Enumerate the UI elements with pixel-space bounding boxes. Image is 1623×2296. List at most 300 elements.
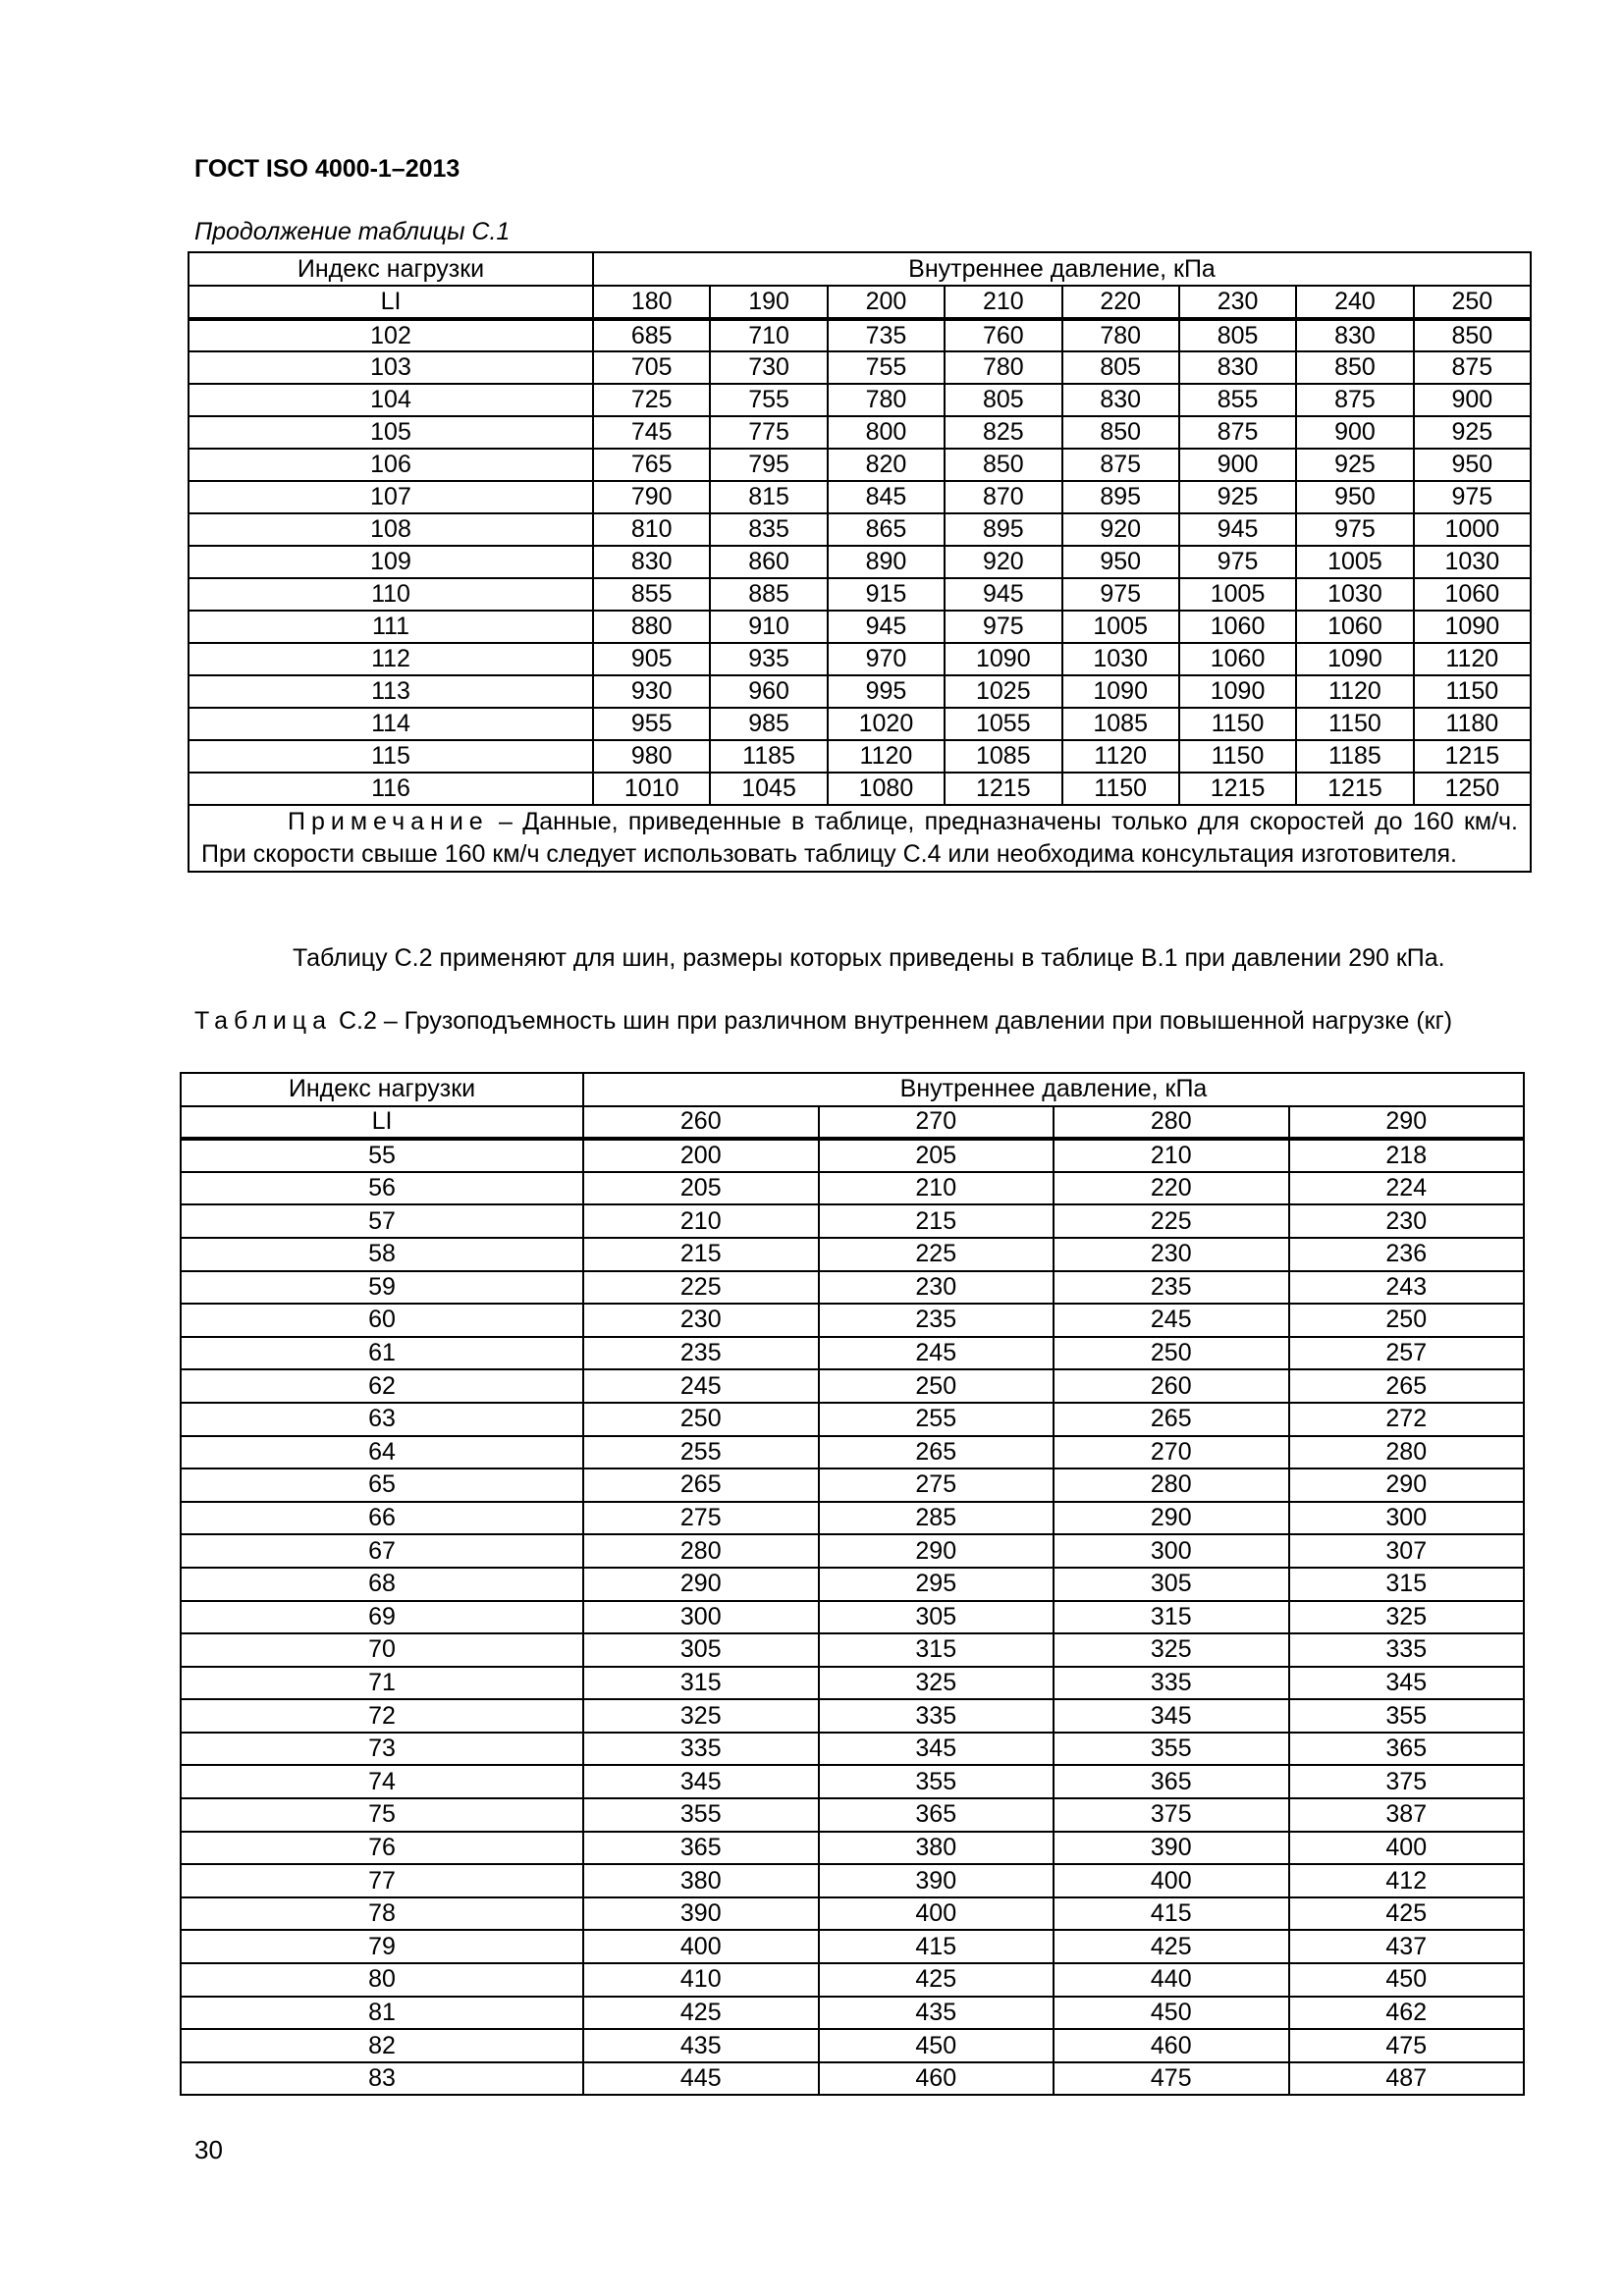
load-value-cell: 400 (1289, 1832, 1525, 1865)
load-value-cell: 1215 (945, 773, 1061, 805)
load-value-cell: 1025 (945, 675, 1061, 708)
table-row (181, 1369, 1524, 1403)
load-index-cell: 62 (181, 1369, 583, 1403)
load-value-cell: 775 (710, 416, 827, 449)
load-value-cell: 795 (710, 449, 827, 481)
document-header: ГОСТ ISO 4000-1–2013 (194, 155, 460, 183)
load-value-cell: 1090 (945, 643, 1061, 675)
load-value-cell: 1150 (1414, 675, 1531, 708)
load-value-cell: 265 (1289, 1369, 1525, 1403)
load-value-cell: 380 (583, 1864, 819, 1897)
load-value-cell: 215 (583, 1238, 819, 1271)
table-row (181, 1304, 1524, 1337)
load-value-cell: 830 (1296, 319, 1413, 351)
load-value-cell: 280 (1289, 1436, 1525, 1469)
load-value-cell: 980 (593, 740, 710, 773)
load-value-cell: 257 (1289, 1337, 1525, 1370)
table-row (181, 1667, 1524, 1700)
load-value-cell: 805 (945, 384, 1061, 416)
load-value-cell: 920 (945, 546, 1061, 578)
load-value-cell: 300 (1054, 1534, 1289, 1568)
load-value-cell: 435 (583, 2029, 819, 2062)
table2-caption: Таблица С.2 – Грузоподъемность шин при различном внутреннем давлении при повышенной нагрузке (кг) (194, 1007, 1453, 1035)
load-value-cell: 760 (945, 319, 1061, 351)
load-value-cell: 450 (1054, 1997, 1289, 2030)
load-value-cell: 225 (819, 1238, 1055, 1271)
table-row (189, 675, 1531, 708)
load-value-cell: 820 (828, 449, 945, 481)
load-value-cell: 462 (1289, 1997, 1525, 2030)
table1-caption: Продолжение таблицы С.1 (194, 218, 511, 245)
load-value-cell: 210 (583, 1204, 819, 1238)
load-value-cell: 975 (945, 611, 1061, 643)
load-value-cell: 1090 (1179, 675, 1296, 708)
load-index-cell: 55 (181, 1139, 583, 1172)
load-value-cell: 1060 (1179, 611, 1296, 643)
note-row (189, 805, 1531, 872)
load-value-cell: 260 (1054, 1369, 1289, 1403)
load-index-cell: 116 (189, 773, 593, 805)
load-value-cell: 365 (1054, 1765, 1289, 1798)
load-value-cell: 200 (583, 1139, 819, 1172)
load-value-cell: 230 (1054, 1238, 1289, 1271)
load-value-cell: 995 (828, 675, 945, 708)
load-value-cell: 1085 (1062, 708, 1179, 740)
pressure-header-cell: 200 (828, 286, 945, 319)
page-number: 30 (194, 2135, 223, 2164)
load-value-cell: 945 (828, 611, 945, 643)
load-value-cell: 250 (819, 1369, 1055, 1403)
load-index-cell: 75 (181, 1798, 583, 1832)
load-index-cell: 56 (181, 1172, 583, 1205)
load-value-cell: 355 (583, 1798, 819, 1832)
table-row (181, 1699, 1524, 1733)
pressure-header-cell: 210 (945, 286, 1061, 319)
load-value-cell: 220 (1054, 1172, 1289, 1205)
load-value-cell: 1120 (1414, 643, 1531, 675)
load-value-cell: 730 (710, 351, 827, 384)
load-value-cell: 1030 (1062, 643, 1179, 675)
load-value-cell: 224 (1289, 1172, 1525, 1205)
table-row (189, 319, 1531, 351)
load-value-cell: 920 (1062, 513, 1179, 546)
load-value-cell: 272 (1289, 1403, 1525, 1436)
table2 (180, 1072, 1525, 2096)
load-value-cell: 390 (819, 1864, 1055, 1897)
load-index-cell: 77 (181, 1864, 583, 1897)
load-value-cell: 1180 (1414, 708, 1531, 740)
load-value-cell: 705 (593, 351, 710, 384)
pressure-header-cell: 180 (593, 286, 710, 319)
load-value-cell: 830 (1062, 384, 1179, 416)
load-index-cell: 102 (189, 319, 593, 351)
load-value-cell: 250 (1289, 1304, 1525, 1337)
load-value-cell: 300 (583, 1601, 819, 1634)
table-row (189, 351, 1531, 384)
load-value-cell: 725 (593, 384, 710, 416)
load-value-cell: 935 (710, 643, 827, 675)
load-value-cell: 315 (583, 1667, 819, 1700)
load-value-cell: 245 (819, 1337, 1055, 1370)
load-value-cell: 885 (710, 578, 827, 611)
table-row (189, 546, 1531, 578)
load-value-cell: 1150 (1179, 708, 1296, 740)
table-row (181, 1403, 1524, 1436)
load-value-cell: 790 (593, 481, 710, 513)
load-value-cell: 890 (828, 546, 945, 578)
load-value-cell: 290 (583, 1568, 819, 1601)
load-index-cell: 111 (189, 611, 593, 643)
load-value-cell: 230 (1289, 1204, 1525, 1238)
load-value-cell: 850 (1296, 351, 1413, 384)
table-row (181, 1238, 1524, 1271)
load-value-cell: 265 (1054, 1403, 1289, 1436)
load-value-cell: 710 (710, 319, 827, 351)
load-value-cell: 285 (819, 1502, 1055, 1535)
load-value-cell: 335 (583, 1733, 819, 1766)
load-value-cell: 265 (583, 1468, 819, 1502)
table-row (189, 611, 1531, 643)
table-row (181, 1601, 1524, 1634)
table-row (181, 1897, 1524, 1931)
pressure-header-cell: 260 (583, 1106, 819, 1140)
load-value-cell: 765 (593, 449, 710, 481)
load-value-cell: 325 (1054, 1633, 1289, 1667)
pressure-header-cell: 240 (1296, 286, 1413, 319)
load-value-cell: 300 (1289, 1502, 1525, 1535)
load-value-cell: 1185 (710, 740, 827, 773)
load-value-cell: 1150 (1062, 773, 1179, 805)
load-value-cell: 265 (819, 1436, 1055, 1469)
load-value-cell: 280 (1054, 1468, 1289, 1502)
load-value-cell: 1215 (1179, 773, 1296, 805)
load-value-cell: 325 (1289, 1601, 1525, 1634)
load-index-cell: 115 (189, 740, 593, 773)
table-row (189, 416, 1531, 449)
load-value-cell: 1045 (710, 773, 827, 805)
load-value-cell: 1060 (1179, 643, 1296, 675)
load-value-cell: 685 (593, 319, 710, 351)
load-value-cell: 235 (1054, 1271, 1289, 1305)
load-value-cell: 410 (583, 1963, 819, 1997)
table-row (189, 643, 1531, 675)
load-value-cell: 735 (828, 319, 945, 351)
load-value-cell: 245 (1054, 1304, 1289, 1337)
table-row (189, 740, 1531, 773)
load-value-cell: 315 (1289, 1568, 1525, 1601)
load-value-cell: 445 (583, 2062, 819, 2096)
load-index-cell: 106 (189, 449, 593, 481)
table-row (181, 1832, 1524, 1865)
load-value-cell: 355 (819, 1765, 1055, 1798)
table-row (189, 513, 1531, 546)
load-value-cell: 955 (593, 708, 710, 740)
load-value-cell: 830 (593, 546, 710, 578)
table1 (188, 251, 1532, 873)
load-value-cell: 875 (1179, 416, 1296, 449)
load-value-cell: 290 (1054, 1502, 1289, 1535)
table-row (181, 2029, 1524, 2062)
load-value-cell: 855 (593, 578, 710, 611)
load-index-cell: 79 (181, 1930, 583, 1963)
load-value-cell: 365 (583, 1832, 819, 1865)
load-value-cell: 315 (819, 1633, 1055, 1667)
load-value-cell: 450 (1289, 1963, 1525, 1997)
load-value-cell: 235 (583, 1337, 819, 1370)
load-value-cell: 400 (583, 1930, 819, 1963)
table-row (189, 578, 1531, 611)
load-index-cell: 73 (181, 1733, 583, 1766)
load-value-cell: 225 (583, 1271, 819, 1305)
load-value-cell: 925 (1296, 449, 1413, 481)
load-index-cell: 78 (181, 1897, 583, 1931)
load-value-cell: 1020 (828, 708, 945, 740)
load-value-cell: 437 (1289, 1930, 1525, 1963)
load-value-cell: 1030 (1414, 546, 1531, 578)
table-row (181, 1337, 1524, 1370)
load-value-cell: 1055 (945, 708, 1061, 740)
load-value-cell: 875 (1062, 449, 1179, 481)
load-value-cell: 1215 (1296, 773, 1413, 805)
load-value-cell: 325 (819, 1667, 1055, 1700)
load-value-cell: 460 (1054, 2029, 1289, 2062)
load-index-cell: 72 (181, 1699, 583, 1733)
load-value-cell: 950 (1414, 449, 1531, 481)
load-value-cell: 365 (819, 1798, 1055, 1832)
load-index-cell: 59 (181, 1271, 583, 1305)
load-value-cell: 900 (1179, 449, 1296, 481)
pressure-header-cell: 220 (1062, 286, 1179, 319)
pressure-header-cell: 230 (1179, 286, 1296, 319)
load-value-cell: 1085 (945, 740, 1061, 773)
load-index-cell: 104 (189, 384, 593, 416)
load-value-cell: 335 (1289, 1633, 1525, 1667)
load-value-cell: 975 (1179, 546, 1296, 578)
load-index-cell: 114 (189, 708, 593, 740)
load-value-cell: 230 (583, 1304, 819, 1337)
table1-index-header: Индекс нагрузки (189, 252, 593, 286)
load-value-cell: 236 (1289, 1238, 1525, 1271)
load-value-cell: 295 (819, 1568, 1055, 1601)
load-value-cell: 815 (710, 481, 827, 513)
load-value-cell: 755 (828, 351, 945, 384)
load-index-cell: 74 (181, 1765, 583, 1798)
load-value-cell: 1000 (1414, 513, 1531, 546)
pressure-header-cell: 270 (819, 1106, 1055, 1140)
load-index-cell: 82 (181, 2029, 583, 2062)
note-label: Примечание (288, 808, 489, 835)
load-value-cell: 275 (583, 1502, 819, 1535)
table1-pressure-header: Внутреннее давление, кПа (593, 252, 1531, 286)
load-value-cell: 1185 (1296, 740, 1413, 773)
load-value-cell: 1250 (1414, 773, 1531, 805)
load-value-cell: 435 (819, 1997, 1055, 2030)
load-index-cell: 63 (181, 1403, 583, 1436)
load-value-cell: 875 (1414, 351, 1531, 384)
load-index-cell: 80 (181, 1963, 583, 1997)
load-index-cell: 83 (181, 2062, 583, 2096)
table-row (181, 1798, 1524, 1832)
load-value-cell: 415 (819, 1930, 1055, 1963)
load-value-cell: 235 (819, 1304, 1055, 1337)
load-value-cell: 850 (1062, 416, 1179, 449)
load-index-cell: 71 (181, 1667, 583, 1700)
load-value-cell: 345 (819, 1733, 1055, 1766)
load-value-cell: 805 (1062, 351, 1179, 384)
load-index-cell: 67 (181, 1534, 583, 1568)
table-row (181, 1930, 1524, 1963)
load-value-cell: 305 (819, 1601, 1055, 1634)
load-value-cell: 375 (1289, 1765, 1525, 1798)
load-value-cell: 345 (583, 1765, 819, 1798)
table-row (181, 1534, 1524, 1568)
load-index-cell: 113 (189, 675, 593, 708)
table2-index-header: Индекс нагрузки (181, 1073, 583, 1106)
table-note (189, 805, 1531, 872)
load-index-cell: 81 (181, 1997, 583, 2030)
table-row (189, 449, 1531, 481)
load-value-cell: 1005 (1296, 546, 1413, 578)
table-row (189, 773, 1531, 805)
paragraph: Таблицу С.2 применяют для шин, размеры которых приведены в таблице В.1 при давлении 290 кПа. (293, 944, 1445, 972)
load-index-cell: 109 (189, 546, 593, 578)
load-index-cell: 112 (189, 643, 593, 675)
load-value-cell: 970 (828, 643, 945, 675)
load-index-cell: 76 (181, 1832, 583, 1865)
load-value-cell: 440 (1054, 1963, 1289, 1997)
load-value-cell: 855 (1179, 384, 1296, 416)
load-index-cell: 108 (189, 513, 593, 546)
load-index-cell: 68 (181, 1568, 583, 1601)
load-value-cell: 925 (1414, 416, 1531, 449)
load-value-cell: 895 (1062, 481, 1179, 513)
load-value-cell: 250 (583, 1403, 819, 1436)
load-value-cell: 210 (1054, 1139, 1289, 1172)
load-index-cell: 61 (181, 1337, 583, 1370)
load-index-cell: 57 (181, 1204, 583, 1238)
load-value-cell: 365 (1289, 1733, 1525, 1766)
load-value-cell: 205 (583, 1172, 819, 1205)
load-value-cell: 335 (819, 1699, 1055, 1733)
load-value-cell: 870 (945, 481, 1061, 513)
load-value-cell: 950 (1296, 481, 1413, 513)
load-value-cell: 875 (1296, 384, 1413, 416)
load-value-cell: 243 (1289, 1271, 1525, 1305)
load-value-cell: 400 (1054, 1864, 1289, 1897)
load-value-cell: 900 (1296, 416, 1413, 449)
load-value-cell: 425 (1054, 1930, 1289, 1963)
load-value-cell: 755 (710, 384, 827, 416)
table-row (181, 1271, 1524, 1305)
load-value-cell: 945 (945, 578, 1061, 611)
load-value-cell: 1120 (1296, 675, 1413, 708)
load-value-cell: 1005 (1062, 611, 1179, 643)
table-row (189, 481, 1531, 513)
table2-index-subheader: LI (181, 1106, 583, 1140)
load-value-cell: 305 (583, 1633, 819, 1667)
load-value-cell: 387 (1289, 1798, 1525, 1832)
load-value-cell: 355 (1054, 1733, 1289, 1766)
load-value-cell: 315 (1054, 1601, 1289, 1634)
table-row (181, 1204, 1524, 1238)
load-value-cell: 865 (828, 513, 945, 546)
load-value-cell: 280 (583, 1534, 819, 1568)
load-value-cell: 250 (1054, 1337, 1289, 1370)
load-value-cell: 400 (819, 1897, 1055, 1931)
load-value-cell: 925 (1179, 481, 1296, 513)
load-value-cell: 945 (1179, 513, 1296, 546)
load-index-cell: 66 (181, 1502, 583, 1535)
load-value-cell: 900 (1414, 384, 1531, 416)
load-index-cell: 110 (189, 578, 593, 611)
load-value-cell: 835 (710, 513, 827, 546)
load-value-cell: 412 (1289, 1864, 1525, 1897)
load-index-cell: 103 (189, 351, 593, 384)
load-value-cell: 475 (1054, 2062, 1289, 2096)
load-value-cell: 1150 (1179, 740, 1296, 773)
load-value-cell: 1005 (1179, 578, 1296, 611)
table-row (181, 1997, 1524, 2030)
load-value-cell: 245 (583, 1369, 819, 1403)
load-value-cell: 275 (819, 1468, 1055, 1502)
load-value-cell: 1090 (1296, 643, 1413, 675)
load-value-cell: 950 (1062, 546, 1179, 578)
load-value-cell: 850 (1414, 319, 1531, 351)
load-index-cell: 64 (181, 1436, 583, 1469)
load-value-cell: 305 (1054, 1568, 1289, 1601)
load-value-cell: 380 (819, 1832, 1055, 1865)
load-value-cell: 780 (945, 351, 1061, 384)
load-value-cell: 375 (1054, 1798, 1289, 1832)
load-value-cell: 880 (593, 611, 710, 643)
load-value-cell: 307 (1289, 1534, 1525, 1568)
load-value-cell: 1150 (1296, 708, 1413, 740)
load-value-cell: 745 (593, 416, 710, 449)
load-value-cell: 487 (1289, 2062, 1525, 2096)
table-row (181, 1864, 1524, 1897)
load-value-cell: 780 (1062, 319, 1179, 351)
pressure-header-cell: 290 (1289, 1106, 1525, 1140)
load-value-cell: 895 (945, 513, 1061, 546)
load-value-cell: 905 (593, 643, 710, 675)
load-value-cell: 975 (1062, 578, 1179, 611)
load-index-cell: 107 (189, 481, 593, 513)
load-value-cell: 255 (583, 1436, 819, 1469)
load-value-cell: 910 (710, 611, 827, 643)
load-value-cell: 415 (1054, 1897, 1289, 1931)
load-value-cell: 805 (1179, 319, 1296, 351)
load-value-cell: 1060 (1296, 611, 1413, 643)
table-row (181, 1468, 1524, 1502)
load-value-cell: 975 (1414, 481, 1531, 513)
table-row (189, 384, 1531, 416)
load-value-cell: 860 (710, 546, 827, 578)
load-value-cell: 218 (1289, 1139, 1525, 1172)
table-row (181, 1568, 1524, 1601)
load-value-cell: 850 (945, 449, 1061, 481)
load-index-cell: 60 (181, 1304, 583, 1337)
load-value-cell: 390 (1054, 1832, 1289, 1865)
load-value-cell: 985 (710, 708, 827, 740)
load-value-cell: 1120 (828, 740, 945, 773)
load-value-cell: 230 (819, 1271, 1055, 1305)
load-value-cell: 780 (828, 384, 945, 416)
load-value-cell: 390 (583, 1897, 819, 1931)
load-value-cell: 290 (819, 1534, 1055, 1568)
load-value-cell: 1080 (828, 773, 945, 805)
load-value-cell: 450 (819, 2029, 1055, 2062)
table-row (189, 708, 1531, 740)
